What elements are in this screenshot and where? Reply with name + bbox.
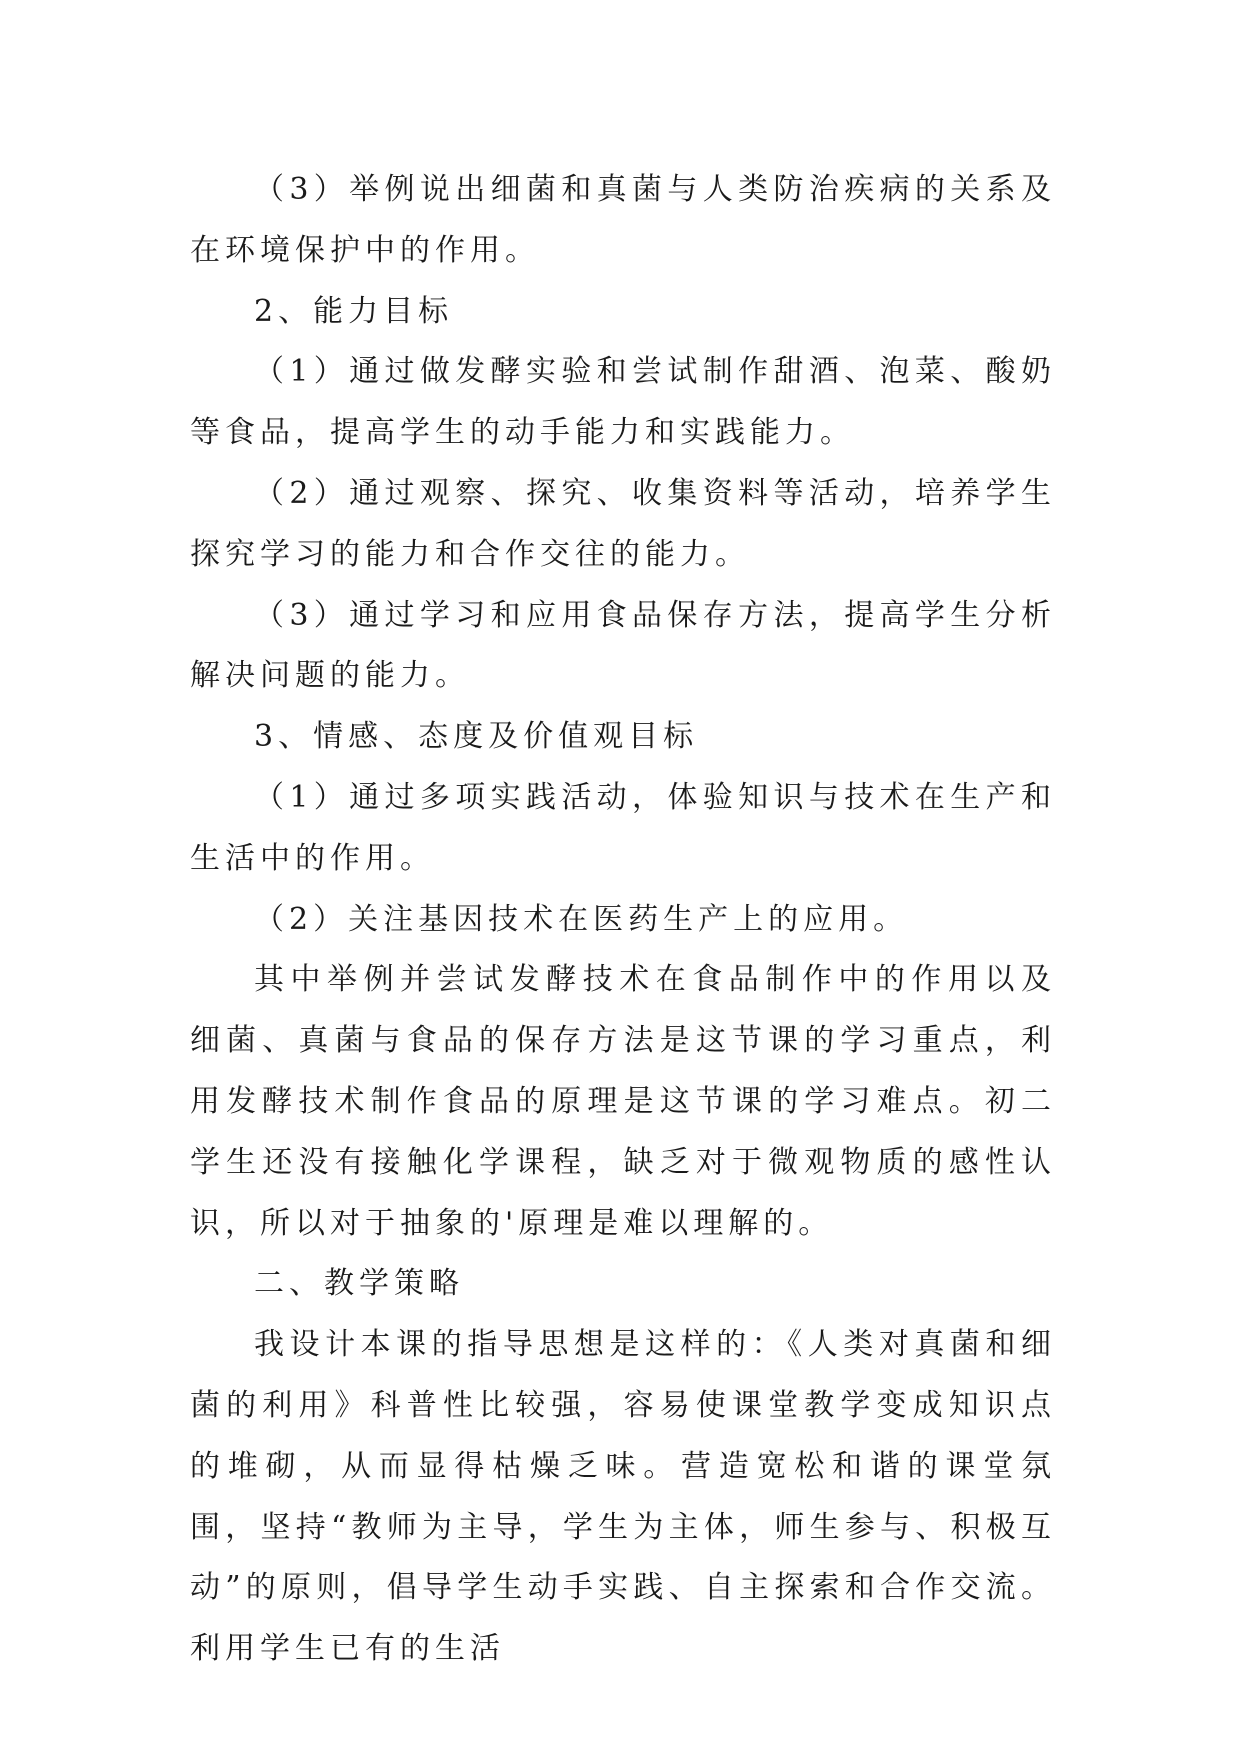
- objective-ability-2: （2）通过观察、探究、收集资料等活动，培养学生探究学习的能力和合作交往的能力。: [190, 475, 1056, 572]
- objective-emotion-2: （2）关注基因技术在医药生产上的应用。: [254, 901, 909, 937]
- heading-ability-goals: 2、能力目标: [254, 293, 454, 329]
- objective-knowledge-3: （3）举例说出细菌和真菌与人类防治疾病的关系及在环境保护中的作用。: [190, 172, 1056, 268]
- document-page: [190, 160, 1056, 1680]
- strategy-paragraph: 我设计本课的指导思想是这样的：《人类对真菌和细菌的利用》科普性比较强，容易使课堂教学变成知识点的堆砌，从而显得枯燥乏味。营造宽松和谐的课堂氛围，坚持“教师为主导，学生为主体，师生参与、积极互动”的原则，倡导学生动手实践、自主探索和合作交流。利用学生已有的生活: [190, 1327, 1056, 1667]
- key-points-paragraph: 其中举例并尝试发酵技术在食品制作中的作用以及细菌、真菌与食品的保存方法是这节课的学习重点，利用发酵技术制作食品的原理是这节课的学习难点。初二学生还没有接触化学课程，缺乏对于微观物质的感性认识，所以对于抽象的'原理是难以理解的。: [190, 962, 1056, 1241]
- objective-emotion-1: （1）通过多项实践活动，体验知识与技术在生产和生活中的作用。: [190, 779, 1056, 876]
- heading-emotion-goals: 3、情感、态度及价值观目标: [254, 719, 699, 755]
- objective-ability-1: （1）通过做发酵实验和尝试制作甜酒、泡菜、酸奶等食品，提高学生的动手能力和实践能力。: [190, 354, 1056, 451]
- heading-teaching-strategy: 二、教学策略: [254, 1266, 464, 1302]
- objective-ability-3: （3）通过学习和应用食品保存方法，提高学生分析解决问题的能力。: [190, 597, 1056, 694]
